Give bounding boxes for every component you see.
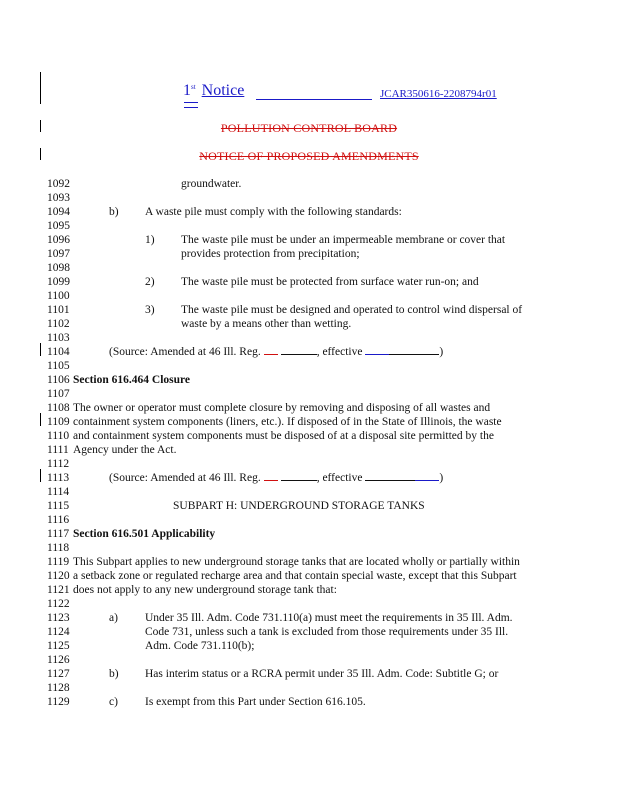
change-bar (40, 343, 41, 356)
change-bar (40, 72, 41, 104)
line-text: Code 731, unless such a tank is excluded from those requirements under 35 Ill. (145, 626, 509, 638)
line-number: 1126 (47, 654, 70, 666)
line-number: 1103 (47, 332, 70, 344)
list-label: 3) (145, 304, 155, 316)
line-number: 1096 (47, 234, 70, 246)
blank-page (281, 480, 317, 481)
line-text: and containment system components must be disposed of at a disposal site permitted by the (73, 430, 494, 442)
line-text: waste by a means other than wetting. (181, 318, 352, 330)
change-bar (40, 469, 41, 482)
blank-date-edit (365, 354, 389, 355)
line-number: 1106 (47, 374, 70, 386)
line-number: 1097 (47, 248, 70, 260)
line-text: Agency under the Act. (73, 444, 177, 456)
header-mark (184, 102, 198, 108)
line-text: does not apply to any new underground storage tank that: (73, 584, 337, 596)
document-id: JCAR350616-2208794r01 (380, 88, 497, 100)
source-note (109, 345, 443, 359)
section-heading: Section 616.464 Closure (73, 374, 191, 386)
list-label: 1) (145, 234, 155, 246)
source-close: ) (439, 472, 444, 484)
line-text: The waste pile must be designed and operated to control wind dispersal of (181, 304, 523, 316)
line-text: containment system components (liners, etc.). If disposed of in the State of Illinois, the waste (73, 416, 502, 428)
subpart-heading: SUBPART H: UNDERGROUND STORAGE TANKS (173, 500, 425, 512)
source-close: ) (439, 346, 444, 358)
source-note (109, 471, 443, 485)
line-number: 1123 (47, 612, 70, 624)
line-number: 1095 (47, 220, 70, 232)
line-number: 1122 (47, 598, 70, 610)
line-number: 1117 (47, 528, 70, 540)
header-rule (256, 99, 372, 100)
change-bar (40, 413, 41, 426)
line-text: groundwater. (181, 178, 242, 190)
line-1115 (47, 499, 567, 513)
line-text: The waste pile must be under an impermeable membrane or cover that (181, 234, 506, 246)
struck-title: POLLUTION CONTROL BOARD (220, 121, 398, 135)
line-number: 1115 (47, 500, 70, 512)
line-number: 1121 (47, 584, 70, 596)
line-text: provides protection from precipitation; (181, 248, 360, 260)
line-text: Adm. Code 731.110(b); (145, 640, 255, 652)
line-number: 1107 (47, 388, 70, 400)
list-label: c) (109, 696, 118, 708)
list-label: b) (109, 206, 119, 218)
line-number: 1125 (47, 640, 70, 652)
line-number: 1109 (47, 416, 70, 428)
source-text: (Source: Amended at 46 Ill. Reg. (109, 346, 261, 358)
line-text: a setback zone or regulated recharge area and that contain special waste, except that this Subpart (73, 570, 517, 582)
list-label: b) (109, 668, 119, 680)
line-number: 1101 (47, 304, 70, 316)
notice-heading (183, 82, 244, 100)
line-number: 1098 (47, 262, 70, 274)
line-text: The owner or operator must complete closure by removing and disposing of all wastes and (73, 402, 491, 414)
blank-page (281, 354, 317, 355)
source-effective: , effective (316, 472, 363, 484)
section-heading: Section 616.501 Applicability (73, 528, 216, 540)
struck-subtitle: NOTICE OF PROPOSED AMENDMENTS (199, 149, 419, 163)
line-number: 1105 (47, 360, 70, 372)
line-number: 1102 (47, 318, 70, 330)
line-number: 1118 (47, 542, 70, 554)
line-number: 1112 (47, 458, 70, 470)
line-number: 1093 (47, 192, 70, 204)
line-number: 1124 (47, 626, 70, 638)
line-number: 1114 (47, 486, 70, 498)
line-text: Under 35 Ill. Adm. Code 731.110(a) must meet the requirements in 35 Ill. Adm. (145, 612, 513, 624)
line-number: 1108 (47, 402, 70, 414)
notice-label: Notice (201, 82, 245, 99)
line-text: This Subpart applies to new underground storage tanks that are located wholly or partially within (73, 556, 520, 568)
line-number: 1104 (47, 346, 70, 358)
line-number: 1113 (47, 472, 70, 484)
blank-volume (264, 353, 278, 355)
line-number: 1094 (47, 206, 70, 218)
line-number: 1129 (47, 696, 70, 708)
list-label: 2) (145, 276, 155, 288)
line-number: 1099 (47, 276, 70, 288)
source-effective: , effective (316, 346, 363, 358)
line-number: 1111 (47, 444, 69, 456)
line-number: 1116 (47, 514, 70, 526)
source-text: (Source: Amended at 46 Ill. Reg. (109, 472, 261, 484)
line-number: 1120 (47, 570, 70, 582)
notice-superscript: st (191, 83, 196, 91)
notice-number: 1 (183, 82, 191, 99)
line-number: 1128 (47, 682, 70, 694)
line-text: A waste pile must comply with the following standards: (145, 206, 402, 218)
blank-volume (264, 479, 278, 481)
line-text: Is exempt from this Part under Section 616.105. (145, 696, 366, 708)
list-label: a) (109, 612, 118, 624)
line-text: Has interim status or a RCRA permit under 35 Ill. Adm. Code: Subtitle G; or (145, 668, 499, 680)
line-number: 1110 (47, 430, 70, 442)
blank-date (389, 354, 439, 355)
blank-date (365, 480, 415, 481)
line-number: 1127 (47, 668, 70, 680)
line-text: The waste pile must be protected from surface water run-on; and (181, 276, 479, 288)
blank-date-edit (415, 480, 439, 481)
line-number: 1100 (47, 290, 70, 302)
line-number: 1119 (47, 556, 70, 568)
line-number: 1092 (47, 178, 70, 190)
